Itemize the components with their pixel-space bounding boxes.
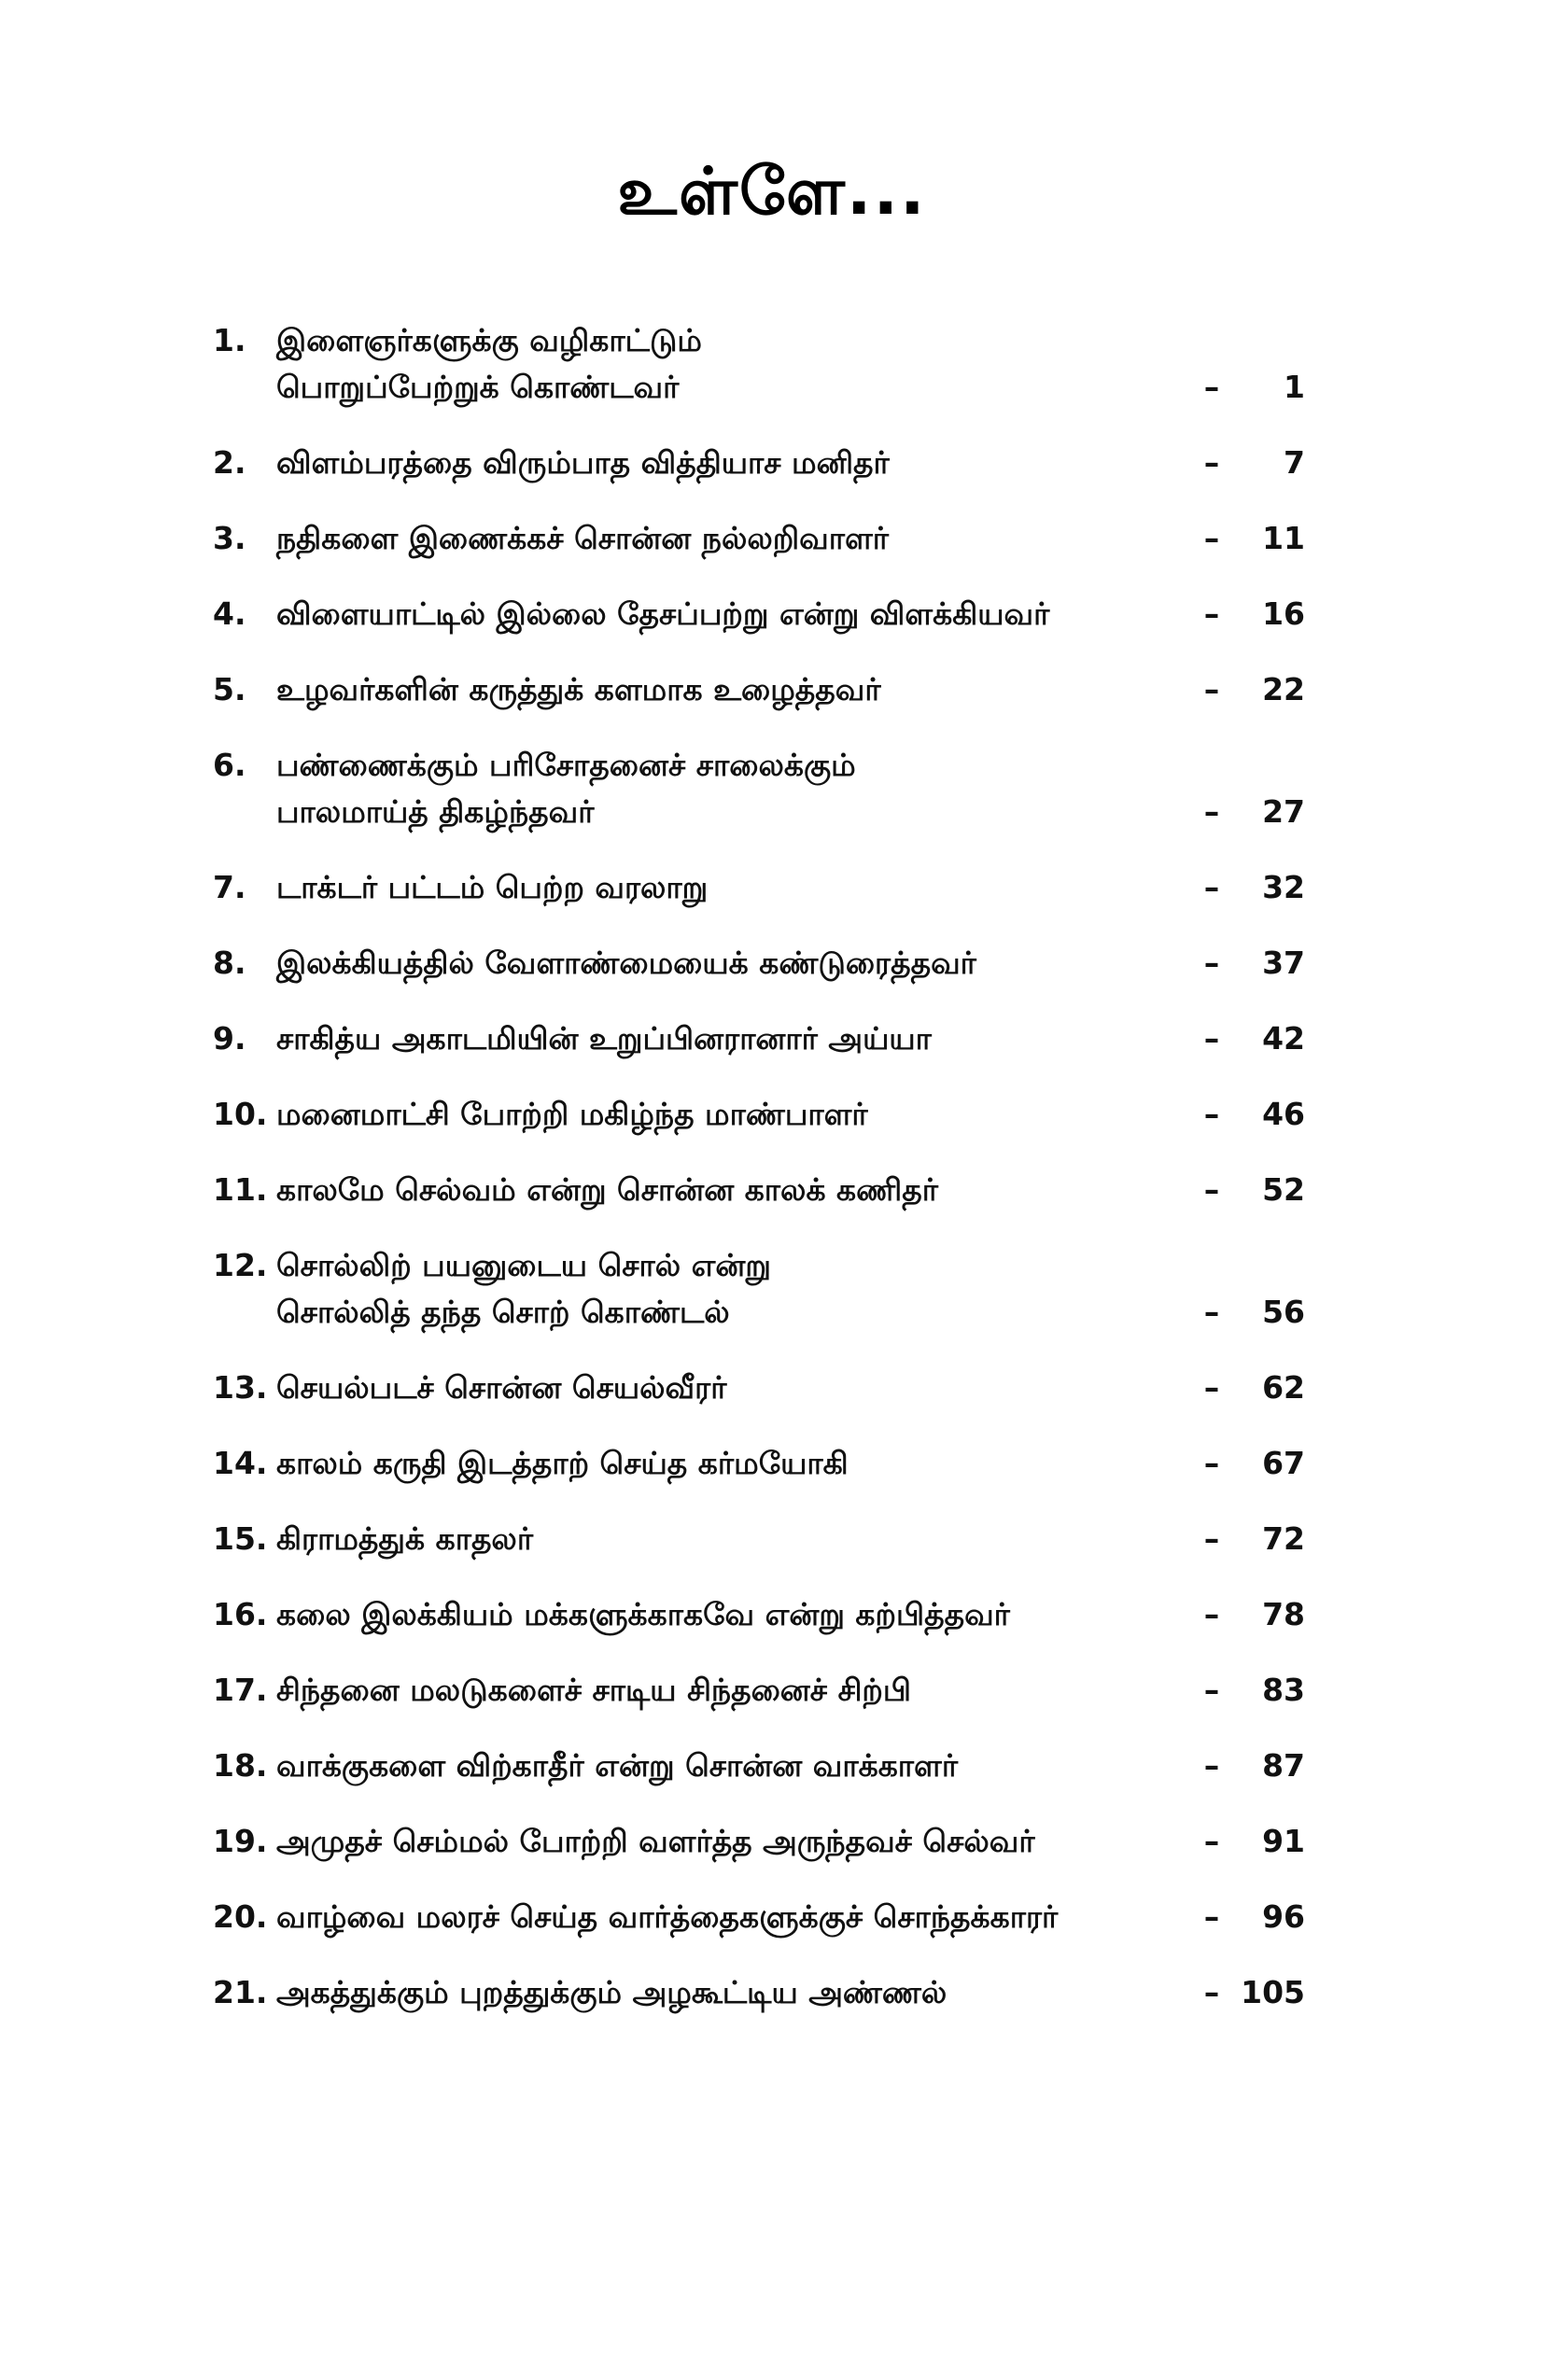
toc-entry-dash: –	[1203, 1445, 1220, 1481]
toc-entry-title-line: பாலமாய்த் திகழ்ந்தவர்	[276, 793, 595, 830]
toc-entry-dash: –	[1203, 444, 1220, 481]
toc-entry-dash: –	[1203, 369, 1220, 405]
toc-entry-title-line: கலை இலக்கியம் மக்களுக்காகவே என்று கற்பித்தவர்	[276, 1596, 1010, 1632]
toc-entry-dash: –	[1203, 1294, 1220, 1330]
toc-entry-title-line: டாக்டர் பட்டம் பெற்ற வரலாறு	[276, 869, 709, 905]
toc-entry-title	[276, 1894, 1210, 1940]
toc-entry-dash: –	[1203, 1672, 1220, 1708]
toc-entry-page-number: 22	[1262, 671, 1305, 707]
toc-entry	[213, 591, 1305, 637]
toc-entry-page-number: 37	[1262, 945, 1305, 981]
toc-entry-page-number: 67	[1262, 1445, 1305, 1481]
toc-entry-title-line: சொல்லிற் பயனுடைய சொல் என்று	[276, 1247, 771, 1283]
toc-entry-title-line: உழவர்களின் கருத்துக் களமாக உழைத்தவர்	[276, 671, 881, 707]
toc-entry-number: 3.	[213, 520, 246, 556]
toc-entry-number: 11.	[213, 1171, 268, 1208]
toc-entry-dash: –	[1203, 1898, 1220, 1935]
toc-entry-title-line: சாகித்ய அகாடமியின் உறுப்பினரானார் அய்யா	[276, 1020, 932, 1057]
toc-entry-dash: –	[1203, 869, 1220, 905]
toc-entry-title	[276, 1969, 1210, 2016]
toc-entry-page-number: 32	[1262, 869, 1305, 905]
toc-entry-number: 12.	[213, 1247, 268, 1283]
toc-entry-number: 4.	[213, 595, 246, 632]
toc-entry-page-number: 16	[1262, 595, 1305, 632]
toc-entry	[213, 1818, 1305, 1865]
toc-entry-title-line: அகத்துக்கும் புறத்துக்கும் அழகூட்டிய அண்ணல்	[276, 1974, 947, 2010]
toc-entry	[213, 1894, 1305, 1940]
toc-entry	[213, 666, 1305, 713]
toc-entry-page-number: 62	[1262, 1369, 1305, 1406]
toc-entry-title	[276, 1365, 1210, 1411]
toc-entry	[213, 1667, 1305, 1714]
toc-entry-page-number: 56	[1262, 1294, 1305, 1330]
toc-entry-number: 14.	[213, 1445, 268, 1481]
toc-entry-title	[276, 1516, 1210, 1562]
toc-entry-dash: –	[1203, 671, 1220, 707]
toc-entry-title	[276, 317, 1210, 411]
toc-entry-title	[276, 591, 1210, 637]
toc-entry-number: 19.	[213, 1823, 268, 1859]
toc-entry-title-line: காலம் கருதி இடத்தாற் செய்த கர்மயோகி	[276, 1445, 849, 1481]
toc-entry-dash: –	[1203, 945, 1220, 981]
toc-entry-title-line: விளம்பரத்தை விரும்பாத வித்தியாச மனிதர்	[276, 444, 890, 481]
toc-entry	[213, 515, 1305, 562]
toc-entry	[213, 1591, 1305, 1638]
toc-entry-title	[276, 1591, 1210, 1638]
toc-entry-page-number: 105	[1241, 1974, 1305, 2010]
toc-entry-page-number: 46	[1262, 1096, 1305, 1132]
toc-entry-dash: –	[1203, 1020, 1220, 1057]
toc-entry-title	[276, 1015, 1210, 1062]
toc-entry-page-number: 87	[1262, 1747, 1305, 1784]
toc-entry-page-number: 83	[1262, 1672, 1305, 1708]
toc-entry-page-number: 7	[1284, 444, 1305, 481]
toc-entry-dash: –	[1203, 1974, 1220, 2010]
toc-entry-number: 7.	[213, 869, 246, 905]
toc-entry-number: 9.	[213, 1020, 246, 1057]
page-title: உள்ளே...	[617, 153, 927, 230]
toc-entry-number: 2.	[213, 444, 246, 481]
toc-entry	[213, 1516, 1305, 1562]
toc-entry-title	[276, 742, 1210, 835]
toc-entry	[213, 1440, 1305, 1487]
toc-entry	[213, 1167, 1305, 1213]
toc-entry-dash: –	[1203, 520, 1220, 556]
toc-entry-title	[276, 1167, 1210, 1213]
toc-entry-number: 15.	[213, 1520, 268, 1557]
toc-entry	[213, 1242, 1305, 1336]
toc-entry	[213, 1969, 1305, 2016]
toc-entry-number: 16.	[213, 1596, 268, 1632]
toc-entry-title	[276, 940, 1210, 987]
toc-entry-title	[276, 864, 1210, 911]
toc-entry	[213, 1365, 1305, 1411]
toc-entry	[213, 742, 1305, 835]
toc-entry-number: 18.	[213, 1747, 268, 1784]
toc-entry-title	[276, 1091, 1210, 1138]
toc-entry-title-line: சொல்லித் தந்த சொற் கொண்டல்	[276, 1294, 730, 1330]
toc-entry	[213, 864, 1305, 911]
toc-entry-title-line: மனைமாட்சி போற்றி மகிழ்ந்த மாண்பாளர்	[276, 1096, 868, 1132]
toc-entry-dash: –	[1203, 1596, 1220, 1632]
toc-entry-page-number: 72	[1262, 1520, 1305, 1557]
toc-entry-title-line: இலக்கியத்தில் வேளாண்மையைக் கண்டுரைத்தவர்	[276, 945, 976, 981]
toc-entry	[213, 940, 1305, 987]
toc-entry-page-number: 1	[1284, 369, 1305, 405]
toc-entry-title	[276, 666, 1210, 713]
toc-entry-page-number: 52	[1262, 1171, 1305, 1208]
toc-entry-number: 8.	[213, 945, 246, 981]
toc-entry-title	[276, 1242, 1210, 1336]
toc-entry-title-line: வாக்குகளை விற்காதீர் என்று சொன்ன வாக்காளர்	[276, 1747, 959, 1784]
toc-entry-number: 13.	[213, 1369, 268, 1406]
toc-entry-title-line: சிந்தனை மலடுகளைச் சாடிய சிந்தனைச் சிற்பி	[276, 1672, 911, 1708]
toc-entry-title	[276, 1818, 1210, 1865]
toc-entry-title	[276, 440, 1210, 486]
toc-entry-number: 1.	[213, 322, 246, 358]
table-of-contents	[213, 0, 1305, 2380]
toc-entry-page-number: 42	[1262, 1020, 1305, 1057]
toc-entry-page-number: 91	[1262, 1823, 1305, 1859]
toc-entry	[213, 1091, 1305, 1138]
toc-entry	[213, 1743, 1305, 1789]
toc-entry-title-line: காலமே செல்வம் என்று சொன்ன காலக் கணிதர்	[276, 1171, 938, 1208]
toc-entry	[213, 1015, 1305, 1062]
toc-entry-title-line: வாழ்வை மலரச் செய்த வார்த்தைகளுக்குச் சொந்தக்காரர்	[276, 1898, 1059, 1935]
toc-entry	[213, 317, 1305, 411]
toc-entry-number: 20.	[213, 1898, 268, 1935]
toc-entry-dash: –	[1203, 595, 1220, 632]
toc-entry-title	[276, 1440, 1210, 1487]
toc-entry-title-line: நதிகளை இணைக்கச் சொன்ன நல்லறிவாளர்	[276, 520, 889, 556]
toc-entry-title	[276, 1667, 1210, 1714]
toc-entry-dash: –	[1203, 793, 1220, 830]
toc-entry-number: 5.	[213, 671, 246, 707]
toc-entry-number: 17.	[213, 1672, 268, 1708]
toc-entry-page-number: 11	[1262, 520, 1305, 556]
toc-entry-title-line: அமுதச் செம்மல் போற்றி வளர்த்த அருந்தவச் செல்வர்	[276, 1823, 1035, 1859]
toc-entry-page-number: 27	[1262, 793, 1305, 830]
toc-entry	[213, 440, 1305, 486]
toc-entry-number: 6.	[213, 747, 246, 783]
toc-entry-title-line: செயல்படச் சொன்ன செயல்வீரர்	[276, 1369, 727, 1406]
toc-entry-title	[276, 515, 1210, 562]
toc-entry-title-line: பண்ணைக்கும் பரிசோதனைச் சாலைக்கும்	[276, 747, 856, 783]
toc-entry-title-line: கிராமத்துக் காதலர்	[276, 1520, 534, 1557]
toc-entry-number: 10.	[213, 1096, 268, 1132]
toc-entry-dash: –	[1203, 1520, 1220, 1557]
toc-entry-title	[276, 1743, 1210, 1789]
toc-entry-dash: –	[1203, 1171, 1220, 1208]
toc-entry-page-number: 96	[1262, 1898, 1305, 1935]
toc-entry-title-line: விளையாட்டில் இல்லை தேசப்பற்று என்று விளக்கியவர்	[276, 595, 1050, 632]
toc-entry-dash: –	[1203, 1823, 1220, 1859]
toc-entry-dash: –	[1203, 1369, 1220, 1406]
toc-entry-dash: –	[1203, 1096, 1220, 1132]
toc-entry-title-line: பொறுப்பேற்றுக் கொண்டவர்	[276, 369, 680, 405]
toc-entry-page-number: 78	[1262, 1596, 1305, 1632]
toc-entry-dash: –	[1203, 1747, 1220, 1784]
toc-entry-title-line: இளைஞர்களுக்கு வழிகாட்டும்	[276, 322, 702, 358]
toc-entry-number: 21.	[213, 1974, 268, 2010]
